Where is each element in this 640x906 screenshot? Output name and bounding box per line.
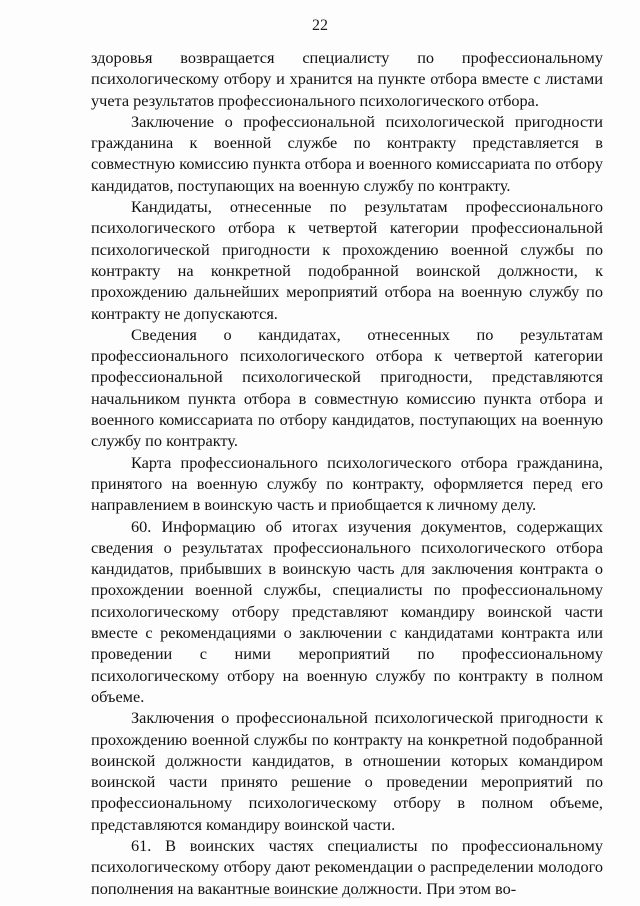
paragraph-5: Карта профессионального психологического отбора гражданина, принятого на военную службу по контракту, оформляется перед его направлением в воинскую часть и приобщается к личному делу. xyxy=(91,452,603,515)
paragraph-4: Сведения о кандидатах, отнесенных по результатам профессионального психологического отбора к четвертой категории профессиональной психологической пригодности, представляются начальником пункта отбора в совместную комиссию пункта отбора и военного комиссариата по отбору кандидатов, поступающих на военную службу по контракту. xyxy=(91,324,603,451)
paragraph-1: здоровья возвращается специалисту по профессиональному психологическому отбору и хранится на пункте отбора вместе с листами учета результатов профессионального психологического отбора. xyxy=(91,48,603,110)
paragraph-2: Заключение о профессиональной психологической пригодности гражданина к военной службе по контракту представляется в совместную комиссию пункта отбора и военного комиссариата по отбору кандидатов, поступающих на военную службу по контракту. xyxy=(91,111,603,195)
body-text xyxy=(91,47,603,899)
page-number: 22 xyxy=(312,17,328,34)
paragraph-6: 60. Информацию об итогах изучения документов, содержащих сведения о результатах профессионального психологического отбора кандидатов, прибывших в воинскую часть для заключения контракта о прохождении военной службы, специалисты по профессиональному психологическому отбору представляют командиру воинской части вместе с рекомендациями о заключении с кандидатами контракта или проведении с ними мероприятий по профессиональному психологическому отбору на военную службу по контракту в полном объеме. xyxy=(91,516,603,706)
paragraph-7: Заключения о профессиональной психологической пригодности к прохождению военной службы по контракту на конкретной подобранной воинской должности кандидатов, в отношении которых командиром воинской части принято решение о проведении мероприятий по профессиональному психологическому отбору в полном объеме, представляются командиру воинской части. xyxy=(91,708,603,834)
paragraph-3: Кандидаты, отнесенные по результатам профессионального психологического отбора к четвертой категории профессиональной психологической пригодности к прохождению военной службы по контракту на конкретной подобранной воинской должности, к прохождению дальнейших мероприятий отбора на военную службу по контракту не допускаются. xyxy=(91,197,603,323)
paragraph-8: 61. В воинских частях специалисты по профессиональному психологическому отбору дают рекомендации о распределении молодого пополнения на вакантные воинские должности. При этом во- xyxy=(91,835,603,898)
